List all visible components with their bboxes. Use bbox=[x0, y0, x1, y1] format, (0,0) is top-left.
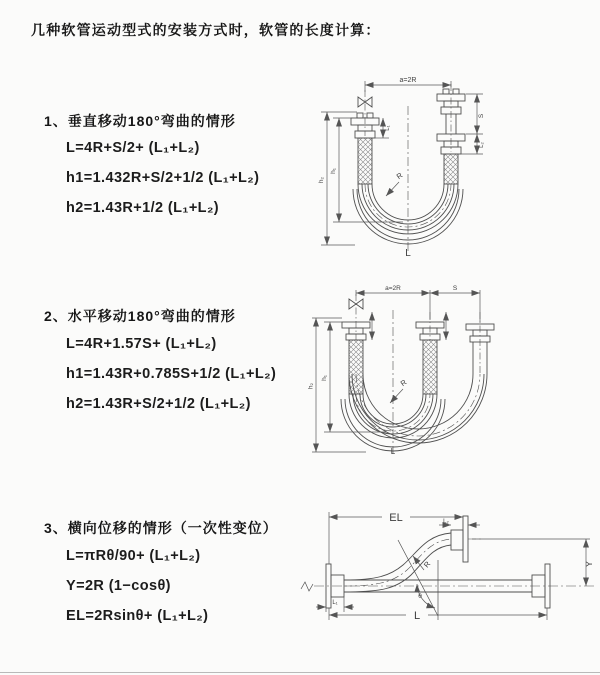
section-3-formula-l: L=πRθ/90+ (L₁+L₂) bbox=[66, 548, 201, 564]
dim-label-l-3: L bbox=[413, 610, 421, 622]
top-right-flange-3 bbox=[451, 516, 468, 562]
hose-s-curve-drawing bbox=[301, 516, 594, 620]
section-1-heading: 1、垂直移动180°弯曲的情形 bbox=[44, 113, 236, 129]
radius-label-3: R bbox=[421, 559, 433, 570]
section-3-formula-y: Y=2R (1−cosθ) bbox=[66, 578, 171, 594]
hose-u-bend-drawing-1 bbox=[351, 84, 465, 253]
dim-label-l1-1: L₁ bbox=[385, 125, 391, 131]
section-1-formula-h2: h2=1.43R+1/2 (L₁+L₂) bbox=[66, 200, 220, 216]
length-label-2: L bbox=[390, 447, 396, 456]
section-1-formula-h1: h1=1.432R+S/2+1/2 (L₁+L₂) bbox=[66, 170, 260, 186]
dim-label-y: Y bbox=[584, 561, 594, 567]
section-2-formula-l: L=4R+1.57S+ (L₁+L₂) bbox=[66, 336, 217, 352]
middle-flange-2 bbox=[416, 322, 444, 394]
section-2-formula-h1: h1=1.43R+0.785S+1/2 (L₁+L₂) bbox=[66, 366, 277, 382]
dim-label-h1-1: h₁ bbox=[330, 168, 337, 174]
dim-label-h2-2: h₂ bbox=[307, 382, 315, 390]
diagram-lateral-displacement bbox=[296, 502, 599, 670]
dim-label-a2r-1: a=2R bbox=[399, 77, 417, 84]
angle-label-theta: θ bbox=[418, 593, 422, 600]
page-bottom-edge bbox=[0, 672, 600, 673]
diagram-horizontal-180-bend bbox=[306, 282, 598, 457]
left-flange-2 bbox=[342, 322, 370, 394]
section-3-formula-el: EL=2Rsinθ+ (L₁+L₂) bbox=[66, 608, 209, 624]
dim-label-l2-3: L₂ bbox=[443, 519, 449, 525]
page-title: 几种软管运动型式的安装方式时，软管的长度计算： bbox=[31, 22, 381, 38]
centerline-break-mark bbox=[301, 582, 313, 591]
section-3-heading: 3、横向位移的情形（一次性变位） bbox=[44, 520, 278, 536]
section-1-formula-l: L=4R+S/2+ (L₁+L₂) bbox=[66, 140, 200, 156]
dim-label-l2-1: L₂ bbox=[479, 142, 485, 148]
radius-label-2: R bbox=[398, 377, 409, 389]
dim-label-s-1: S bbox=[478, 113, 485, 119]
dim-label-h1-2: h₁ bbox=[321, 375, 328, 381]
section-2-heading: 2、水平移动180°弯曲的情形 bbox=[44, 308, 236, 324]
radius-label-1: R bbox=[394, 170, 405, 182]
dim-label-s-2: S bbox=[452, 285, 458, 292]
dim-label-el: EL bbox=[389, 512, 403, 524]
dimensions-2 bbox=[312, 290, 480, 452]
dim-label-h2-1: h₂ bbox=[318, 176, 325, 184]
hose-u-bend-drawing-2 bbox=[341, 294, 494, 454]
section-2-formula-h2: h2=1.43R+S/2+1/2 (L₁+L₂) bbox=[66, 396, 251, 412]
dim-label-l1-3: L₁ bbox=[332, 600, 338, 606]
diagram-vertical-180-bend bbox=[313, 72, 598, 257]
dim-label-a2r-2: a=2R bbox=[385, 285, 401, 292]
dimensions-1 bbox=[321, 81, 483, 245]
length-label-1: L bbox=[405, 248, 411, 257]
dimensions-3 bbox=[316, 512, 590, 620]
